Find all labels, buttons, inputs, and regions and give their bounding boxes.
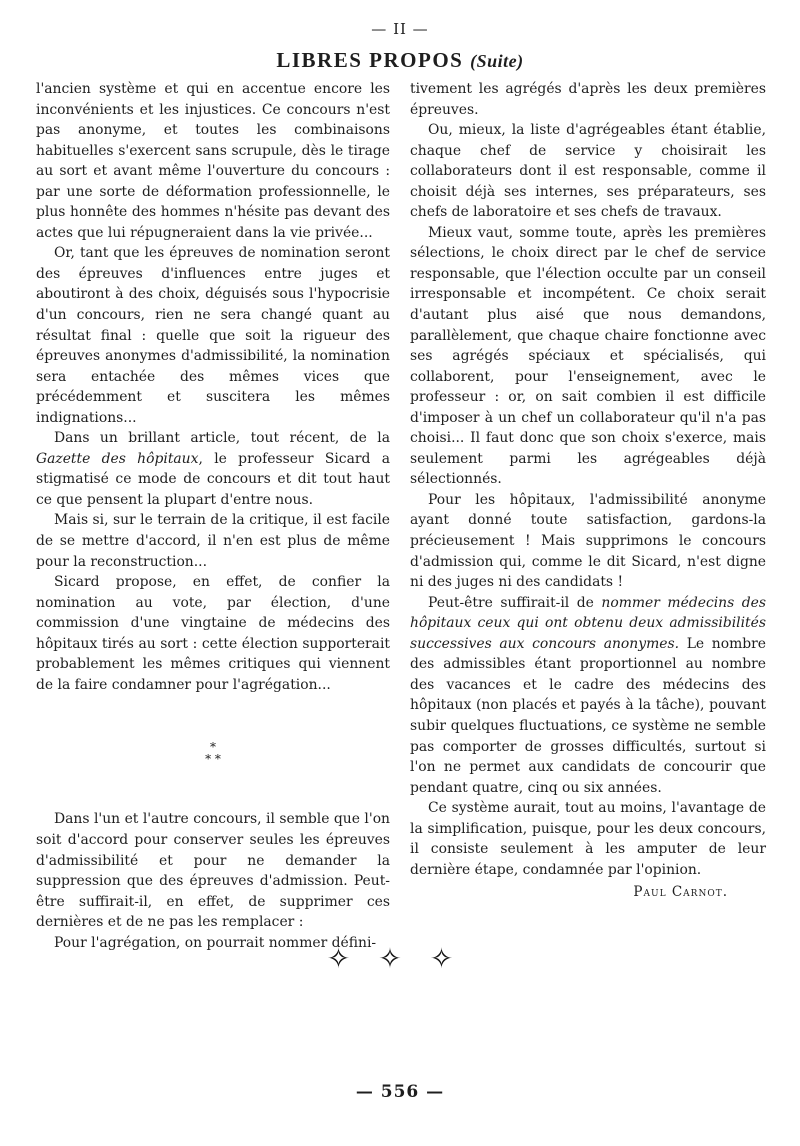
- ornament-star-icon: ✧: [378, 942, 422, 975]
- asterism-top: *: [210, 740, 216, 755]
- page-roman-numeral: — II —: [371, 20, 429, 38]
- section-separator: [36, 741, 390, 765]
- text: Peut-être suffirait-il de: [428, 594, 594, 611]
- paragraph: l'ancien système et qui en accentue encore les inconvénients et les injustices. Ce concours n'est pas anonyme, et toutes les combinaisons habituelles s'exercent sans scrupule, dès le tirage au sort et avant même l'ouverture du concours : par une sorte de déformation professionnelle, le plus honnête des hommes n'hésite pas devant des actes que lui répugneraient dans la vie privée...: [36, 81, 390, 241]
- ornament-row: [0, 942, 800, 975]
- paragraph: Dans l'un et l'autre concours, il semble que l'on soit d'accord pour conserver seules les épreuves d'admissibilité et pour ne demander la suppression que des épreuves d'admission. Peut-être suffirait-il, en effet, de supprimer ces dernières et de ne pas les remplacer :: [36, 811, 390, 931]
- paragraph: Pour l'agrégation, on pourrait nommer défini-: [54, 934, 377, 951]
- right-column: [410, 79, 766, 903]
- paragraph: tivement les agrégés d'après les deux premières épreuves.: [410, 81, 766, 118]
- left-column: [36, 79, 390, 953]
- journal-title: Gazette des hôpitaux: [36, 450, 199, 467]
- paragraph: Mais si, sur le terrain de la critique, il est facile de se mettre d'accord, il n'en est plus de même pour la reconstruction...: [36, 512, 390, 570]
- ornament-star-icon: ✧: [326, 942, 371, 975]
- emphasized-proposal: nommer médecins des hôpitaux ceux qui ont obtenu deux admissibilités successives aux concours anonymes.: [410, 594, 766, 652]
- asterism-bottom: * *: [205, 752, 221, 767]
- paragraph: Or, tant que les épreuves de nomination seront des épreuves d'influences entre juges et aboutiront à des choix, déguisés sous l'hypocrisie d'un concours, rien ne sera changé quant au résultat final : quelle que soit la rigueur des épreuves anonymes d'admissibilité, la nomination sera entachée des mêmes vices que précédemment et suscitera les mêmes indignations...: [36, 245, 390, 426]
- ornament-star-icon: ✧: [429, 942, 474, 975]
- paragraph: Ce système aurait, tout au moins, l'avantage de la simplification, puisque, pour les deux concours, il consiste seulement à les amputer de leur dernière étape, condamnée par l'opinion.: [410, 800, 766, 878]
- title-suffix: (Suite): [470, 51, 524, 71]
- article-title: [0, 48, 800, 73]
- text: Dans un brillant article, tout récent, de la: [54, 430, 390, 447]
- text: , le professeur Sicard a stigmatisé ce mode de concours et dit tout haut ce que pensent la plupart d'entre nous.: [36, 450, 390, 508]
- paragraph: Sicard propose, en effet, de confier la nomination au vote, par élection, d'une commission d'une vingtaine de médecins des hôpitaux tirés au sort : cette élection supporterait probablement les mêmes critiques qui viennent de la faire condamner pour l'agrégation...: [36, 574, 390, 693]
- page-number: — 556 —: [355, 1082, 445, 1102]
- title-main: LIBRES PROPOS: [276, 48, 464, 72]
- paragraph: Mieux vaut, somme toute, après les premières sélections, le choix direct par le chef de service responsable, que l'élection occulte par un conseil irresponsable et incompétent. Ce choix serait d'autant plus aisé que nous demandons, parallèlement, que chaque chaire fonctionne avec ses agrégés spéciaux et spécialisés, qui collaborent, pour l'enseignement, avec le professeur : or, on sait combien il est difficile d'imposer à un chef un collaborateur qu'il n'a pas choisi... Il faut donc que son choix s'exerce, mais seulement parmi les agrégeables déjà sélectionnés.: [410, 224, 766, 488]
- paragraph: [36, 428, 390, 510]
- paragraph: [410, 593, 766, 798]
- paragraph: Ou, mieux, la liste d'agrégeables étant établie, chaque chef de service y choisirait les collaborateurs dont il est responsable, comme il choisit déjà ses internes, ses préparateurs, ses chefs de laboratoire et ses chefs de travaux.: [410, 122, 766, 221]
- author-signature: Paul Carnot.: [633, 884, 728, 901]
- paragraph: Pour les hôpitaux, l'admissibilité anonyme ayant donné toute satisfaction, gardons-la précieusement ! Mais supprimons le concours d'admission qui, comme le dit Sicard, n'est digne ni des juges ni des candidats !: [410, 491, 766, 591]
- text: Le nombre des admissibles étant proportionnel au nombre des vacances et le cadre des médecins des hôpitaux (non placés et payés à la tâche), pouvant subir quelques fluctuations, ce système ne semble pas comporter de grosses difficultés, surtout si l'on ne permet aux candidats de concourir que pendant quatre, cinq ou six années.: [410, 635, 767, 796]
